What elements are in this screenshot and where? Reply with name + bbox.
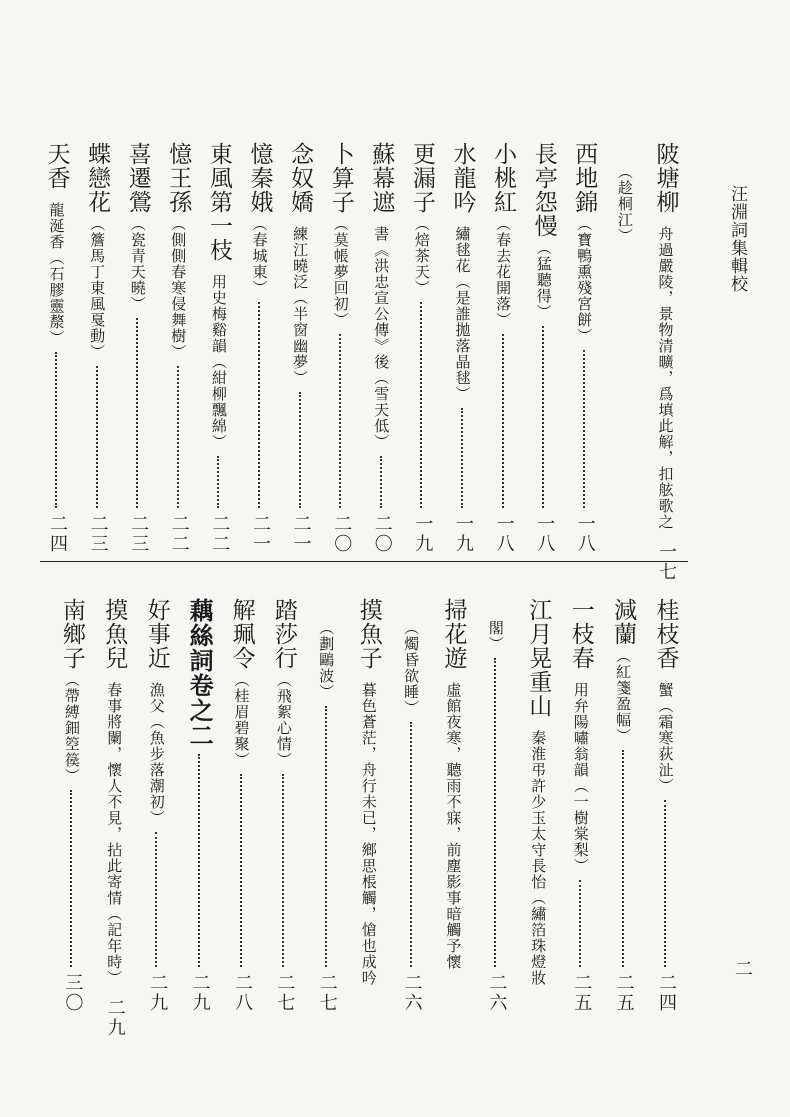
toc-entry[interactable] (478, 598, 514, 1013)
entry-title: 桂枝香 (652, 598, 679, 670)
toc-entry[interactable] (436, 598, 472, 1013)
entry-title: 江月晃重山 (525, 598, 552, 718)
toc-entry[interactable] (563, 598, 599, 1013)
entry-title: 南鄉子 (58, 598, 85, 670)
section-divider (40, 561, 688, 562)
dot-leader (542, 326, 546, 508)
toc-entry[interactable] (567, 142, 603, 554)
volume-heading: 藕絲詞卷之二 (185, 598, 215, 748)
entry-subtitle: （猛聽得） (534, 240, 553, 320)
entry-page-number: 二五 (571, 973, 593, 1013)
entry-page-number: 一八 (493, 514, 515, 554)
toc-entry[interactable] (648, 598, 684, 1013)
entry-page-number: 二四 (656, 973, 677, 1013)
toc-entry[interactable] (606, 598, 642, 1013)
entry-title: 東風第一枝 (205, 142, 232, 262)
entry-page-number: 二三 (128, 514, 150, 554)
entry-subtitle: 書《洪忠宣公傳》後（雪天低） (372, 226, 391, 450)
entry-subtitle: 練江曉泛（半窗幽夢） (291, 226, 310, 386)
entry-title: 天香 (43, 142, 70, 190)
toc-entry[interactable] (521, 598, 557, 1013)
toc-entry[interactable] (309, 598, 345, 1013)
entry-page-number: 二〇 (331, 514, 353, 554)
entry-title: 摸魚兒 (101, 598, 128, 670)
entry-subtitle: （飛絮心情） (274, 672, 293, 768)
toc-bottom-section (0, 598, 790, 1038)
dot-leader (70, 790, 74, 967)
dot-leader (282, 774, 286, 967)
toc-entry[interactable] (266, 598, 302, 1013)
entry-title: 蝶戀花 (84, 142, 111, 214)
toc-entry[interactable] (351, 598, 387, 1013)
entry-title: 一枝春 (567, 598, 594, 670)
entry-subtitle: （瓷青天曉） (128, 216, 147, 312)
toc-entry[interactable] (182, 598, 218, 1013)
entry-subtitle: （春去花開落） (494, 216, 513, 328)
entry-subtitle: （趁桐江） (615, 164, 634, 244)
dot-leader (55, 352, 59, 508)
entry-title: 摸魚子 (355, 598, 382, 670)
entry-title: 踏莎行 (270, 598, 297, 670)
toc-entry[interactable] (201, 142, 237, 554)
toc-entry[interactable] (161, 142, 197, 554)
entry-page-number: 一八 (534, 514, 556, 554)
entry-page-number: 二七 (274, 973, 296, 1013)
toc-entry[interactable] (224, 598, 260, 1013)
entry-subtitle: （桂眉碧聚） (232, 672, 251, 768)
entry-page-number: 二九 (189, 973, 211, 1013)
dot-leader (217, 456, 221, 508)
entry-page-number: 二一 (290, 514, 312, 554)
dot-leader (155, 832, 159, 967)
dot-leader (240, 774, 244, 967)
page-number: 二 (735, 959, 753, 980)
entry-subtitle: 漁父（魚步落潮初） (147, 682, 166, 826)
entry-subtitle: 用史梅谿韻（紺柳飄綿） (209, 274, 228, 450)
toc-top-section (0, 142, 790, 582)
toc-entry[interactable] (242, 142, 278, 554)
dot-leader (502, 334, 506, 508)
entry-page-number: 二六 (486, 973, 508, 1013)
entry-subtitle: 舟過嚴陵，景物清曠，爲填此解，扣舷歌之 (656, 226, 675, 530)
toc-entry[interactable] (323, 142, 359, 554)
toc-entry[interactable] (39, 142, 75, 554)
toc-entry[interactable] (54, 598, 90, 1013)
entry-subtitle: （劃鷗波） (317, 620, 336, 700)
entry-page-number: 二二 (168, 514, 190, 554)
entry-title: 掃花遊 (440, 598, 467, 670)
entry-title: 減蘭 (610, 598, 637, 646)
entry-title: 好事近 (143, 598, 170, 670)
toc-entry[interactable] (648, 142, 684, 582)
entry-page-number: 二四 (47, 514, 68, 554)
entry-subtitle: （莫帳夢回初） (331, 216, 350, 328)
entry-subtitle: （帶縛鈿箜篌） (62, 672, 81, 784)
dot-leader (410, 722, 414, 967)
entry-page-number: 二〇 (371, 514, 393, 554)
entry-title: 長亭怨慢 (530, 142, 557, 238)
entry-subtitle: 秦淮弔許少玉太守長怡（繡箔珠燈妝 (529, 730, 548, 986)
entry-subtitle: 蟹（霜寒荻沚） (656, 682, 675, 794)
toc-entry[interactable] (80, 142, 116, 554)
toc-entry[interactable] (283, 142, 319, 554)
entry-subtitle: （側側春寒侵舞樹） (169, 216, 188, 360)
entry-page-number: 二七 (316, 973, 338, 1013)
entry-page-number: 二二 (209, 514, 231, 554)
entry-title: 喜遷鶯 (124, 142, 151, 214)
toc-entry[interactable] (526, 142, 562, 554)
entry-subtitle: 暮色蒼茫，舟行未已，鄉思棖觸，愴也成吟 (359, 682, 378, 986)
dot-leader (579, 880, 583, 967)
entry-title: 陂塘柳 (652, 142, 679, 214)
entry-title: 更漏子 (408, 142, 435, 214)
toc-entry[interactable] (394, 598, 430, 1013)
dot-leader (622, 750, 626, 967)
entry-title: 憶王孫 (165, 142, 192, 214)
dot-leader (258, 302, 262, 508)
entry-subtitle: （紅箋盈幅） (614, 648, 633, 744)
entry-subtitle: （簷馬丁東風戛動） (88, 216, 107, 360)
toc-entry[interactable] (97, 598, 133, 1038)
entry-title: 解珮令 (228, 598, 255, 670)
entry-page-number: 二九 (104, 998, 126, 1038)
dot-leader (96, 366, 100, 508)
toc-entry[interactable] (486, 142, 522, 554)
entry-page-number: 一九 (412, 514, 434, 554)
entry-title: 水龍吟 (449, 142, 476, 214)
dot-leader (299, 392, 303, 508)
entry-subtitle: （焙茶天） (412, 216, 431, 296)
entry-page-number: 一七 (656, 542, 677, 582)
toc-entry[interactable] (404, 142, 440, 554)
entry-page-number: 一八 (574, 514, 596, 554)
entry-subtitle: （春城東） (250, 216, 269, 296)
dot-leader (339, 334, 343, 508)
entry-subtitle: （寶鴨熏殘宮餅） (575, 216, 594, 344)
toc-entry[interactable] (120, 142, 156, 554)
entry-title: 西地錦 (571, 142, 598, 214)
dot-leader (494, 658, 498, 967)
entry-title: 卜算子 (327, 142, 354, 214)
dot-leader (583, 350, 587, 508)
entry-page-number: 二九 (147, 973, 169, 1013)
dot-leader (420, 302, 424, 508)
entry-subtitle: 虛館夜寒，聽雨不寐，前塵影事暗觸予懷 (444, 682, 463, 970)
entry-title: 念奴嬌 (287, 142, 314, 214)
entry-page-number: 二一 (250, 514, 271, 554)
dot-leader (177, 366, 181, 508)
entry-subtitle: （燭昏欲睡） (402, 620, 421, 716)
dot-leader (198, 754, 202, 967)
dot-leader (136, 318, 140, 508)
entry-subtitle: 閣） (486, 620, 505, 652)
entry-title: 小桃紅 (490, 142, 517, 214)
entry-page-number: 二六 (401, 973, 423, 1013)
entry-title: 蘇幕遮 (368, 142, 395, 214)
toc-entry[interactable] (139, 598, 175, 1013)
entry-page-number: 二五 (613, 973, 635, 1013)
entry-page-number: 三〇 (62, 973, 84, 1013)
dot-leader (325, 706, 329, 967)
dot-leader (461, 408, 465, 508)
entry-subtitle: 龍涎香（石膠靈漦） (47, 202, 66, 346)
entry-page-number: 一九 (453, 514, 474, 554)
entry-title: 憶秦娥 (246, 142, 273, 214)
entry-page-number: 二八 (232, 973, 253, 1013)
entry-subtitle: 春事將闌，懷人不見，拈此寄情（記年時） (105, 682, 124, 986)
toc-entry[interactable] (364, 142, 400, 554)
toc-entry[interactable] (607, 142, 643, 554)
entry-subtitle: 繡毬花（是誰拋落晶毬） (453, 226, 472, 402)
dot-leader (380, 456, 384, 508)
running-head: 汪淵詞集輯校 (727, 185, 747, 293)
entry-page-number: 二三 (87, 514, 109, 554)
entry-subtitle: 用弁陽嘯翁韻（一樹棠梨） (571, 682, 590, 874)
toc-entry[interactable] (445, 142, 481, 554)
dot-leader (664, 800, 668, 967)
